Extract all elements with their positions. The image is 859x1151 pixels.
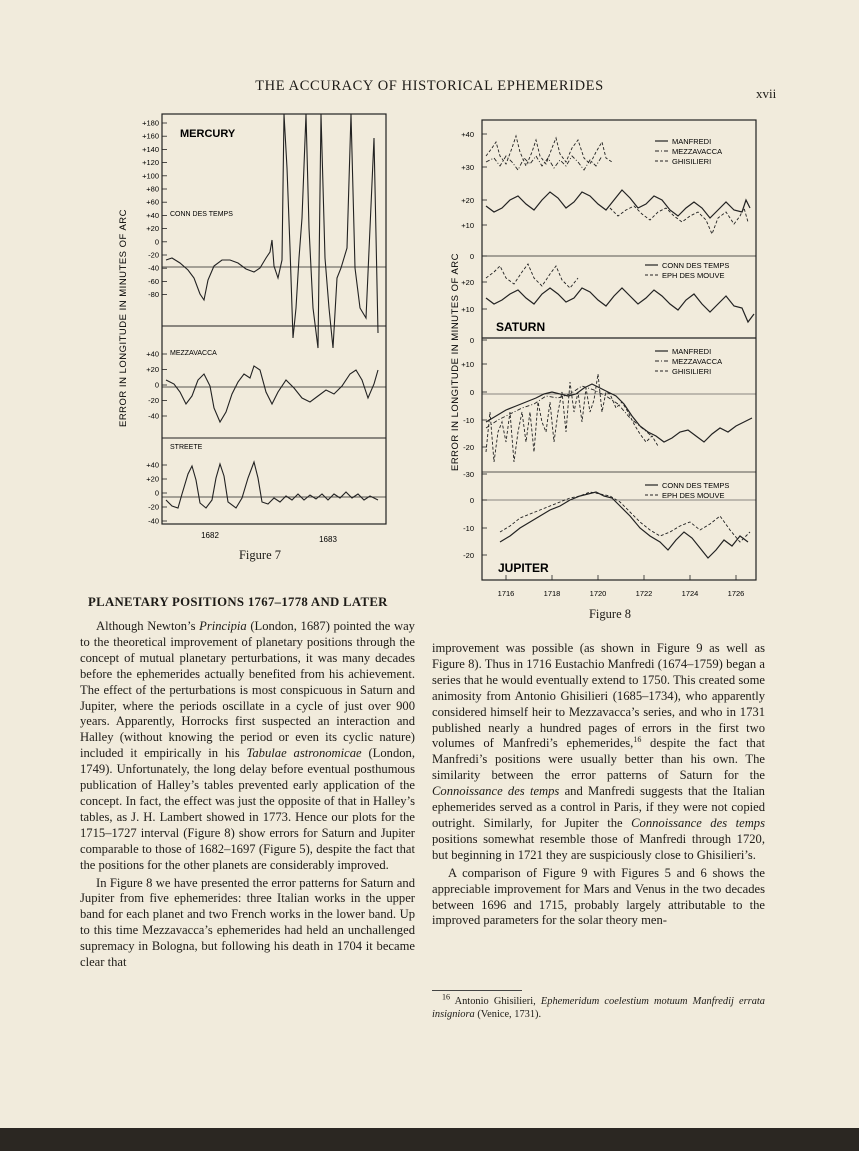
figure-7-series-streete: STREETE (170, 444, 203, 451)
text-run: (London, 1687) pointed the way to the theoretical improvement of planetary positions through the concept of mutual planetary perturbations, it was many decades before the ephemerides actually benefited from his achievement. The effect of the perturbations is most conspicuous in Saturn and Jupiter, where the periods oscillate in a cycle of just over 900 years. Apparently, Horrocks first suspected an interaction and Halley (without knowing the period or even its cyclic nature) included it empirically in his (80, 619, 415, 761)
italic-title: Ephemeridum coelestium motuum Manfredij errata insigniora (432, 996, 766, 1020)
figure-8-xticks (498, 575, 745, 598)
legend-eph-1: EPH DES MOUVE (662, 271, 725, 280)
figure-7-mid-tick-label: +20 (146, 365, 159, 374)
footnote-number: 16 (442, 992, 450, 1002)
figure-8-xtick-label: 1718 (543, 589, 561, 598)
legend-mezzavacca-2: MEZZAVACCA (672, 357, 723, 366)
legend-mezzavacca-1: MEZZAVACCA (672, 147, 723, 156)
figure-7-planet-label: MERCURY (180, 128, 236, 140)
figure-7-series-mezzavacca: MEZZAVACCA (170, 350, 217, 357)
saturn-ghisilieri-tail (610, 206, 748, 234)
figure-8-frame (482, 120, 756, 580)
figure-8-ylabel: ERROR IN LONGITUDE IN MINUTES OF ARC (450, 252, 461, 472)
figure-8-xtick-label: 1720 (589, 589, 607, 598)
figure-7-top-tick-label: -20 (148, 250, 159, 260)
figure-7-mid-ticks (146, 350, 167, 421)
saturn-conn-line (486, 288, 754, 322)
figure-8-tick-label: 0 (469, 496, 474, 505)
text-run: positions somewhat resemble those of Manfredi through 1720, but beginning in 1721 they are suspiciously close to Ghisilieri’s. (432, 831, 765, 862)
figure-8-tick-label: +30 (461, 163, 474, 172)
saturn-eph-line (486, 264, 578, 288)
figure-8-tick-label: +10 (461, 305, 474, 314)
figure-8-tick-label: 0 (469, 336, 474, 345)
figure-7-bottom-tick-label: 0 (154, 488, 159, 498)
italic-title: Connoissance des temps (432, 784, 560, 799)
legend-ghisilieri-1: GHISILIERI (672, 157, 712, 166)
figure-8-xtick-label: 1722 (635, 589, 653, 598)
page-number: xvii (756, 86, 777, 101)
figure-8-tick-label: +10 (461, 360, 474, 369)
jupiter-manfredi-line (486, 384, 752, 442)
figure-8-tick-label: -20 (463, 443, 474, 452)
figure-7-top-tick-label: +100 (142, 171, 159, 181)
text-run: despite the fact that Manfredi’s positions were usually better than his own. The similarity between the error patterns of Saturn for the (432, 736, 765, 783)
legend-ghisilieri-2: GHISILIERI (672, 367, 712, 376)
right-paragraph-1 (432, 641, 765, 864)
figure-8-tick-label: -10 (463, 416, 474, 425)
figure-7-top-tick-label: -60 (148, 276, 159, 286)
footnote (432, 992, 766, 1021)
figure-7-top-tick-label: +80 (146, 184, 159, 194)
figure-7-mezzavacca-line (166, 366, 378, 422)
jupiter-ghisilieri-line (486, 374, 658, 462)
figure-7-streete-line (166, 462, 378, 508)
right-text-column (432, 641, 765, 929)
figure-8-tick-label: +40 (461, 130, 474, 139)
legend-conn-1: CONN DES TEMPS (662, 261, 730, 270)
footnote-rule (432, 990, 522, 991)
figure-8-xtick-label: 1716 (497, 589, 515, 598)
figure-7-top-tick-label: -40 (148, 263, 159, 273)
figure-8-chart (440, 112, 770, 612)
section-heading: PLANETARY POSITIONS 1767–1778 AND LATER (88, 595, 388, 609)
figure-7-top-tick-label: +160 (142, 131, 159, 141)
figure-8-ticks (461, 130, 487, 560)
figure-8-tick-label: 0 (469, 252, 474, 261)
legend-manfredi-1: MANFREDI (672, 137, 712, 146)
figure-8-tick-label: +20 (461, 196, 474, 205)
text-run: and Manfredi suggests that the Italian ephemerides served as a control in Paris, if they were not copied outright. Similarly, for Jupiter the (432, 784, 765, 830)
figure-8-tick-label: +10 (461, 221, 474, 230)
figure-7-ylabel: ERROR IN LONGITUDE IN MINUTES OF ARC (118, 208, 129, 428)
text-run: (London, 1749). Unfortunately, the long delay before eventual posthumous publication of Halley’s tables prevented early application of the concept. In fact, the effect was just the opposite of that in Halley’s tables, as J. H. Lambert showed in 1773. Hence our plots for the 1715–1727 interval (Figure 8) show errors for Saturn and Jupiter comparable to those of 1682–1697 (Figure 5), despite the fact that the positions for the other planets are considerably improved. (80, 746, 415, 872)
figure-7-top-tick-label: 0 (154, 237, 159, 247)
text-run: Antonio Ghisilieri, (450, 996, 541, 1007)
legend-manfredi-2: MANFREDI (672, 347, 712, 356)
figure-8-caption: Figure 8 (588, 607, 631, 621)
text-run: (Venice, 1731). (474, 1008, 542, 1020)
figure-7-bottom-ticks (146, 461, 167, 526)
footnote-ref: 16 (633, 735, 642, 745)
saturn-label: SATURN (496, 320, 546, 334)
figure-7-top-tick-label: +40 (146, 210, 159, 220)
figure-7-caption: Figure 7 (238, 548, 281, 562)
figure-7-bottom-tick-label: +40 (146, 460, 159, 470)
figure-8-xtick-label: 1724 (681, 589, 699, 598)
text-run: improvement was possible (as shown in Figure 9 as well as Figure 8). Thus in 1716 Eustachio Manfredi (1674–1759) began a series that he would eventually extend to 1750. This created some animosity from Antonio Ghisilieri (1685–1734), who apparently considered himself heir to Mezzavacca’s series, and who in 1731 published nearly a hundred pages of errors in the first two volumes of Manfredi’s ephemerides, (432, 641, 765, 751)
figure-8-xtick-label: 1726 (727, 589, 745, 598)
running-header: THE ACCURACY OF HISTORICAL EPHEMERIDES (255, 78, 604, 94)
figure-7-top-tick-label: +140 (142, 144, 159, 154)
figure-7-bottom-tick-label: -20 (148, 502, 159, 512)
scan-bottom-edge (0, 1128, 859, 1151)
figure-8-tick-label: -20 (463, 551, 474, 560)
figure-7-bottom-tick-label: -40 (148, 516, 159, 526)
italic-title: Connoissance des temps (631, 815, 765, 830)
right-paragraph-2: A comparison of Figure 9 with Figures 5 and 6 shows the appreciable improvement for Mars and Venus in the two decades between 1696 and 1715, probably largely attributable to the improved parameters for the solar theory men- (432, 865, 765, 928)
figure-7-top-tick-label: +180 (142, 118, 159, 128)
figure-7-top-ticks (142, 119, 167, 300)
figure-7-mercury-conn-line (166, 114, 378, 348)
figure-7-xtick-1682: 1682 (201, 531, 219, 540)
figure-8-tick-label: 0 (469, 388, 474, 397)
italic-title: Tabulae astronomicae (246, 746, 362, 761)
left-paragraph-1 (80, 619, 415, 874)
left-paragraph-2: In Figure 8 we have presented the error patterns for Saturn and Jupiter from five ephemerides: three Italian works in the upper band for each planet and two French works in the lower band. Up to this time Mezzavacca’s ephemerides had held an unchallenged supremacy in Bologna, but following his death in 1704 it became clear that (80, 875, 415, 970)
legend-conn-2: CONN DES TEMPS (662, 481, 730, 490)
figure-7-mid-tick-label: +40 (146, 349, 159, 359)
figure-7-chart (110, 108, 400, 548)
italic-title: Principia (199, 619, 247, 633)
figure-7-top-tick-label: +20 (146, 224, 159, 234)
figure-7-bottom-tick-label: +20 (146, 474, 159, 484)
figure-7-mid-tick-label: -20 (148, 396, 159, 405)
figure-7-top-tick-label: +120 (142, 158, 159, 168)
saturn-manfredi-line (486, 190, 750, 218)
figure-7-mid-tick-label: 0 (154, 380, 159, 390)
text-run: Although Newton’s (96, 619, 200, 633)
figure-8-tick-label: -30 (463, 470, 474, 479)
saturn-ghisilieri-line (486, 136, 612, 166)
jupiter-conn-line (500, 492, 748, 558)
figure-8-tick-label: +20 (461, 278, 474, 287)
figure-7-top-tick-label: +60 (146, 197, 159, 207)
figure-7-mid-tick-label: -40 (148, 411, 159, 421)
jupiter-label: JUPITER (498, 561, 549, 575)
figure-8-tick-label: -10 (463, 524, 474, 533)
figure-7-top-tick-label: -80 (148, 290, 159, 300)
left-text-column (80, 619, 415, 971)
figure-7-xtick-1683: 1683 (319, 535, 337, 544)
legend-eph-2: EPH DES MOUVE (662, 491, 725, 500)
figure-7-series-conn: CONN DES TEMPS (170, 211, 233, 218)
